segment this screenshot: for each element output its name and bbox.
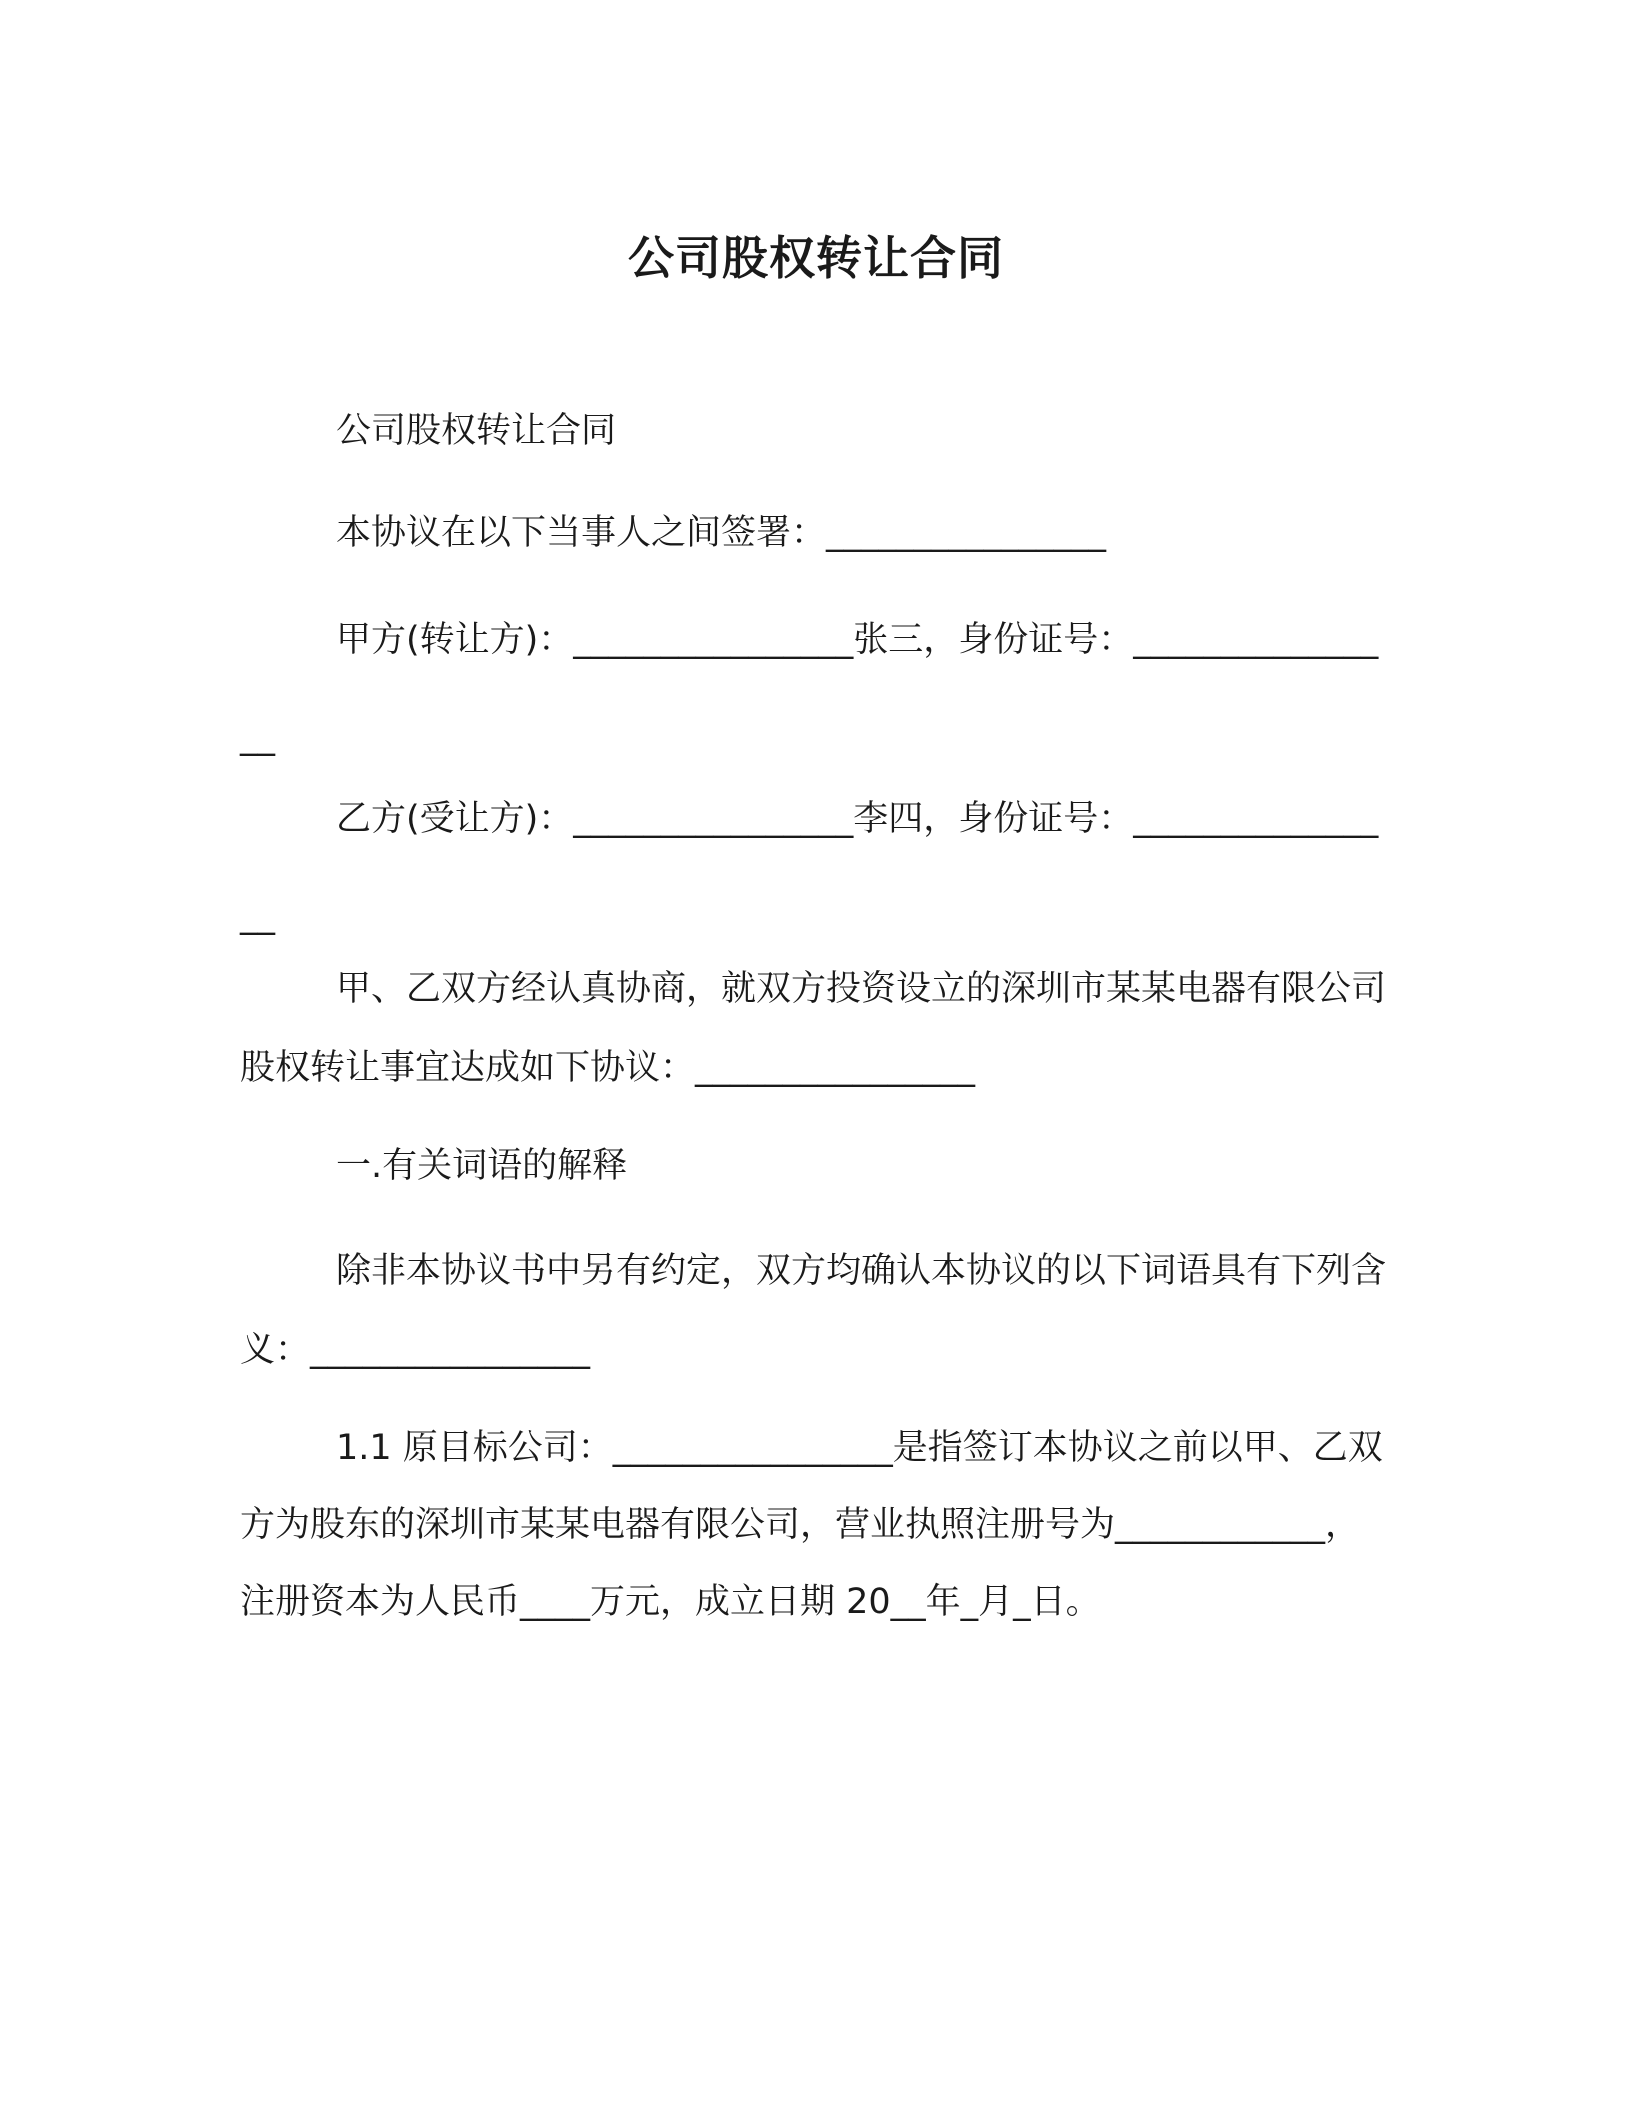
paragraph-agreement-intro: 甲、乙双方经认真协商，就双方投资设立的深圳市某某电器有限公司股权转让事宜达成如下协议：________________	[240, 969, 1387, 1088]
paragraph-party-a: 甲方(转让方)：________________张三，身份证号：________________	[240, 620, 1379, 757]
section-heading-definitions: 一.有关词语的解释	[336, 1146, 628, 1186]
paragraph-subtitle: 公司股权转让合同	[336, 411, 617, 451]
paragraph-definitions-intro: 除非本协议书中另有约定，双方均确认本协议的以下词语具有下列含义：________________	[240, 1251, 1387, 1370]
paragraph-party-b: 乙方(受让方)：________________李四，身份证号：________________	[240, 799, 1379, 936]
document-title: 公司股权转让合同	[628, 231, 1004, 285]
paragraph-signing-parties: 本协议在以下当事人之间签署：________________	[336, 513, 1107, 553]
paragraph-clause-1-1: 1.1 原目标公司：________________是指签订本协议之前以甲、乙双方为股东的深圳市某某电器有限公司，营业执照注册号为____________，注册资本为人民币____万元，成立日期 20__年_月_日。	[240, 1428, 1383, 1622]
